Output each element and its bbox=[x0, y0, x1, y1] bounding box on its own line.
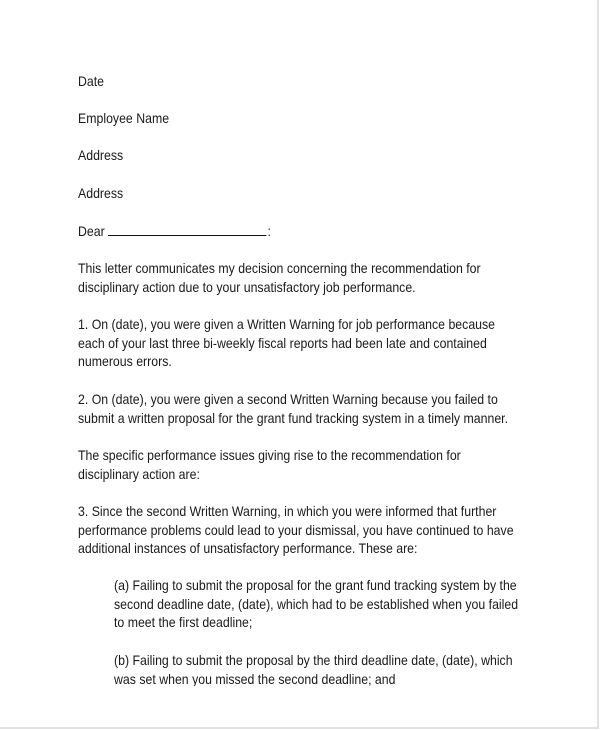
text-line: was set when you missed the second deadline; and bbox=[114, 670, 396, 686]
text-line: 1. On (date), you were given a Written Warning for job performance because bbox=[78, 316, 496, 332]
text-line: 3. Since the second Written Warning, in which you were informed that further bbox=[78, 503, 497, 519]
name-blank bbox=[108, 223, 266, 236]
text-line: 2. On (date), you were given a second Written Warning because you failed to bbox=[78, 391, 498, 407]
paragraph-item-2 bbox=[78, 390, 508, 427]
text-line: to meet the first deadline; bbox=[114, 614, 253, 631]
text-line: performance problems could lead to your dismissal, you have continued to have bbox=[78, 521, 514, 538]
salutation-colon: : bbox=[267, 223, 271, 239]
paragraph-intro bbox=[78, 259, 481, 296]
paragraph-item-3 bbox=[78, 502, 514, 558]
address-line-1: Address bbox=[78, 147, 124, 163]
text-line: (b) Failing to submit the proposal by the third deadline date, (date), which bbox=[114, 652, 513, 668]
text-line: each of your last three bi-weekly fiscal reports had been late and contained bbox=[78, 334, 487, 351]
subitem-a bbox=[114, 576, 518, 632]
paragraph-issues bbox=[78, 446, 461, 483]
text-line: submit a written proposal for the grant fund tracking system in a timely manner. bbox=[78, 409, 509, 426]
salutation bbox=[78, 222, 271, 241]
subitem-b bbox=[114, 651, 513, 686]
date-line: Date bbox=[78, 73, 105, 89]
text-line: The specific performance issues giving rise to the recommendation for bbox=[78, 447, 461, 463]
text-line: This letter communicates my decision concerning the recommendation for bbox=[78, 260, 481, 276]
text-line: second deadline date, (date), which had to be established when you failed bbox=[114, 595, 519, 612]
text-line: disciplinary action due to your unsatisfactory job performance. bbox=[78, 278, 416, 295]
text-line: additional instances of unsatisfactory performance. These are: bbox=[78, 540, 418, 557]
text-line: numerous errors. bbox=[78, 353, 172, 370]
paragraph-item-1 bbox=[78, 315, 495, 371]
text-line: (a) Failing to submit the proposal for the grant fund tracking system by the bbox=[114, 577, 517, 593]
employee-name-line: Employee Name bbox=[78, 110, 170, 126]
text-line: disciplinary action are: bbox=[78, 465, 200, 482]
address-line-2: Address bbox=[78, 185, 124, 201]
salutation-text: Dear bbox=[78, 223, 105, 239]
